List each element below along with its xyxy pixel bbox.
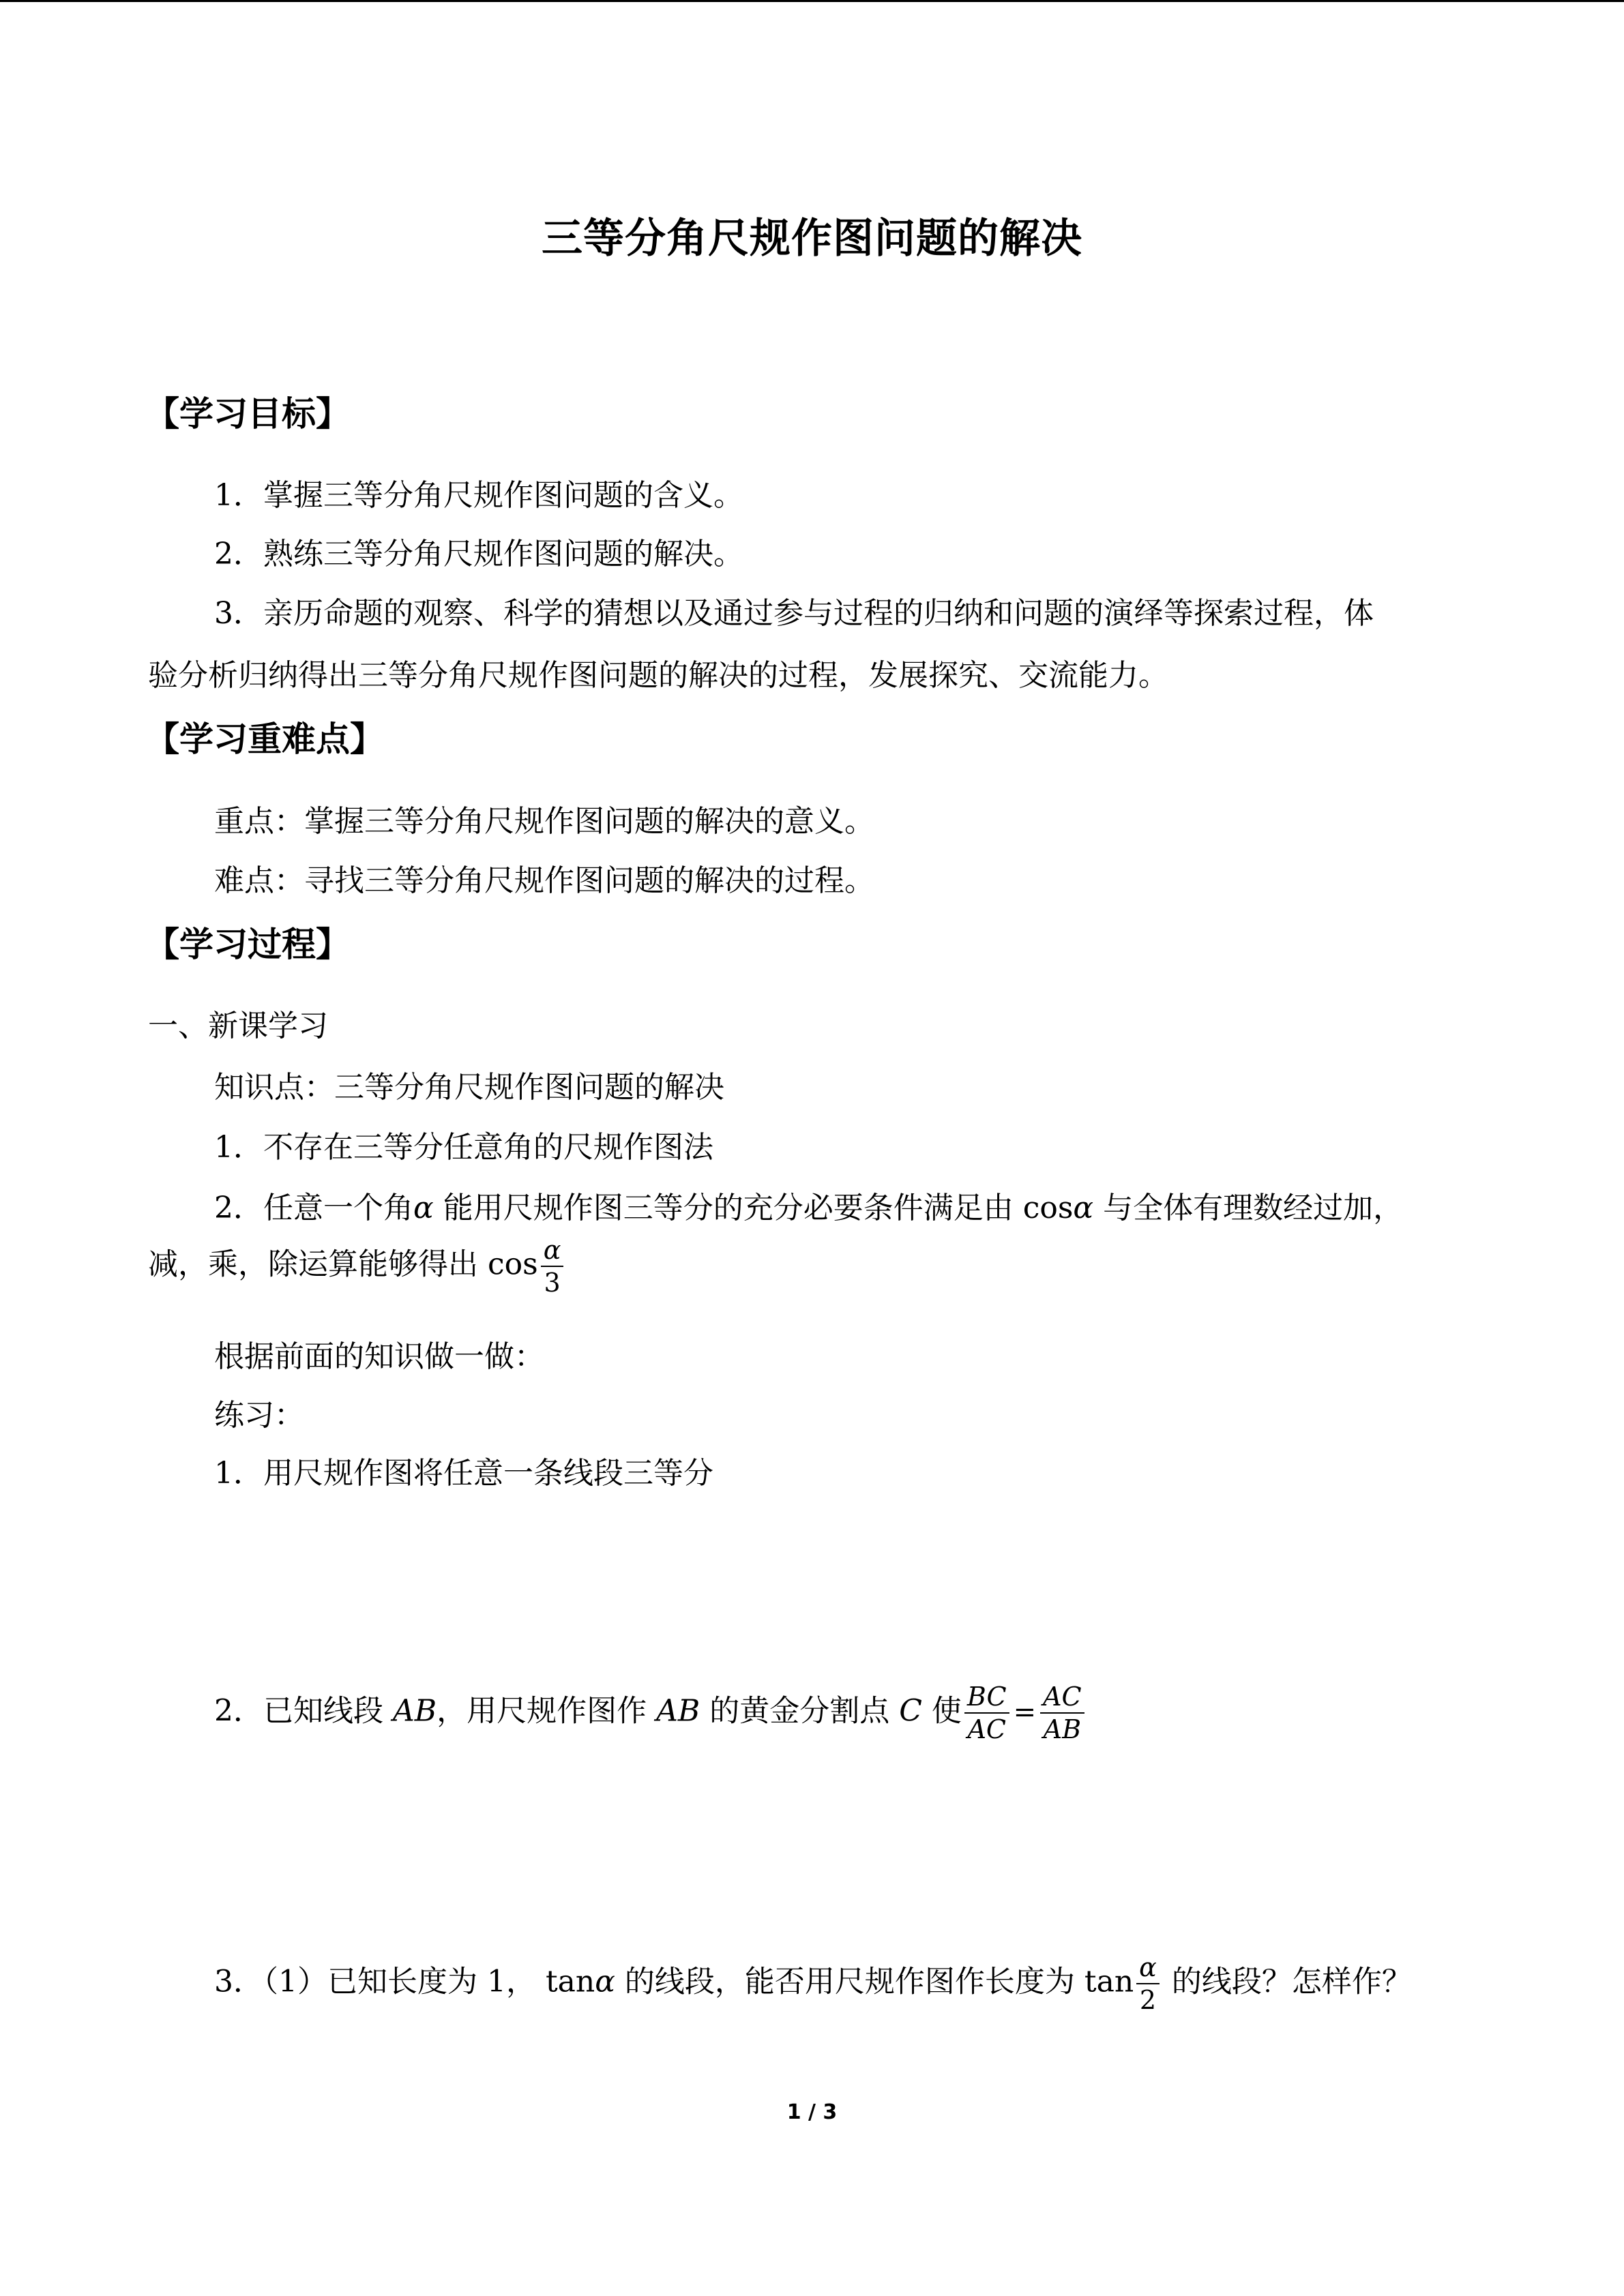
alpha-symbol: α [595, 1964, 615, 1999]
knowledge-point: 知识点：三等分角尺规作图问题的解决 [214, 1070, 724, 1105]
practice-1: 1．用尺规作图将任意一条线段三等分 [214, 1456, 713, 1491]
page-number: 1 / 3 [786, 2100, 838, 2124]
objective-1: 1．掌握三等分角尺规作图问题的含义。 [214, 478, 743, 513]
do-it-prompt: 根据前面的知识做一做： [214, 1339, 544, 1374]
knowledge-item-2-continued: 减，乘，除运算能够得出 cos $\frac{\alpha}{3}$ [148, 1234, 566, 1298]
practice-3: 3．（1）已知长度为 1， tanα 的线段，能否用尺规作图作长度为 tan $\frac{\alpha}{2}$ 的线段？怎样作？ [214, 1952, 1412, 2015]
process-heading: 【学习过程】 [145, 925, 350, 964]
key-points-heading: 【学习重难点】 [145, 719, 384, 759]
alpha-symbol: α [1073, 1191, 1094, 1225]
practice-label: 练习： [214, 1398, 304, 1433]
fraction-ac-over-ab: $\frac{AC}{AB}$ [1040, 1681, 1084, 1745]
practice-2: 2．已知线段 AB，用尺规作图作 AB 的黄金分割点 C 使 $\frac{BC}{AC}$ = $\frac{AC}{AB}$ [214, 1681, 1087, 1745]
key-point: 重点：掌握三等分角尺规作图问题的解决的意义。 [214, 804, 874, 839]
fraction-bc-over-ac: $\frac{BC}{AC}$ [964, 1681, 1009, 1745]
alpha-symbol: α [413, 1191, 434, 1225]
top-rule [0, 0, 1624, 2]
objectives-heading: 【学习目标】 [145, 394, 350, 434]
difficult-point: 难点：寻找三等分角尺规作图问题的解决的过程。 [214, 863, 874, 898]
fraction-alpha-over-3: $\frac{\alpha}{3}$ [541, 1234, 564, 1298]
objective-3: 3．亲历命题的观察、科学的猜想以及通过参与过程的归纳和问题的演绎等探索过程，体 [214, 596, 1374, 631]
fraction-alpha-over-2: $\frac{\alpha}{2}$ [1136, 1952, 1160, 2016]
objective-3-continued: 验分析归纳得出三等分角尺规作图问题的解决的过程，发展探究、交流能力。 [148, 658, 1168, 693]
knowledge-item-1: 1．不存在三等分任意角的尺规作图法 [214, 1130, 713, 1165]
objective-2: 2．熟练三等分角尺规作图问题的解决。 [214, 537, 743, 571]
knowledge-item-2: 2．任意一个角α 能用尺规作图三等分的充分必要条件满足由 cosα 与全体有理数经过加， [214, 1191, 1404, 1225]
part-one-label: 一、新课学习 [148, 1009, 328, 1043]
page-title: 三等分角尺规作图问题的解决 [542, 215, 1082, 263]
